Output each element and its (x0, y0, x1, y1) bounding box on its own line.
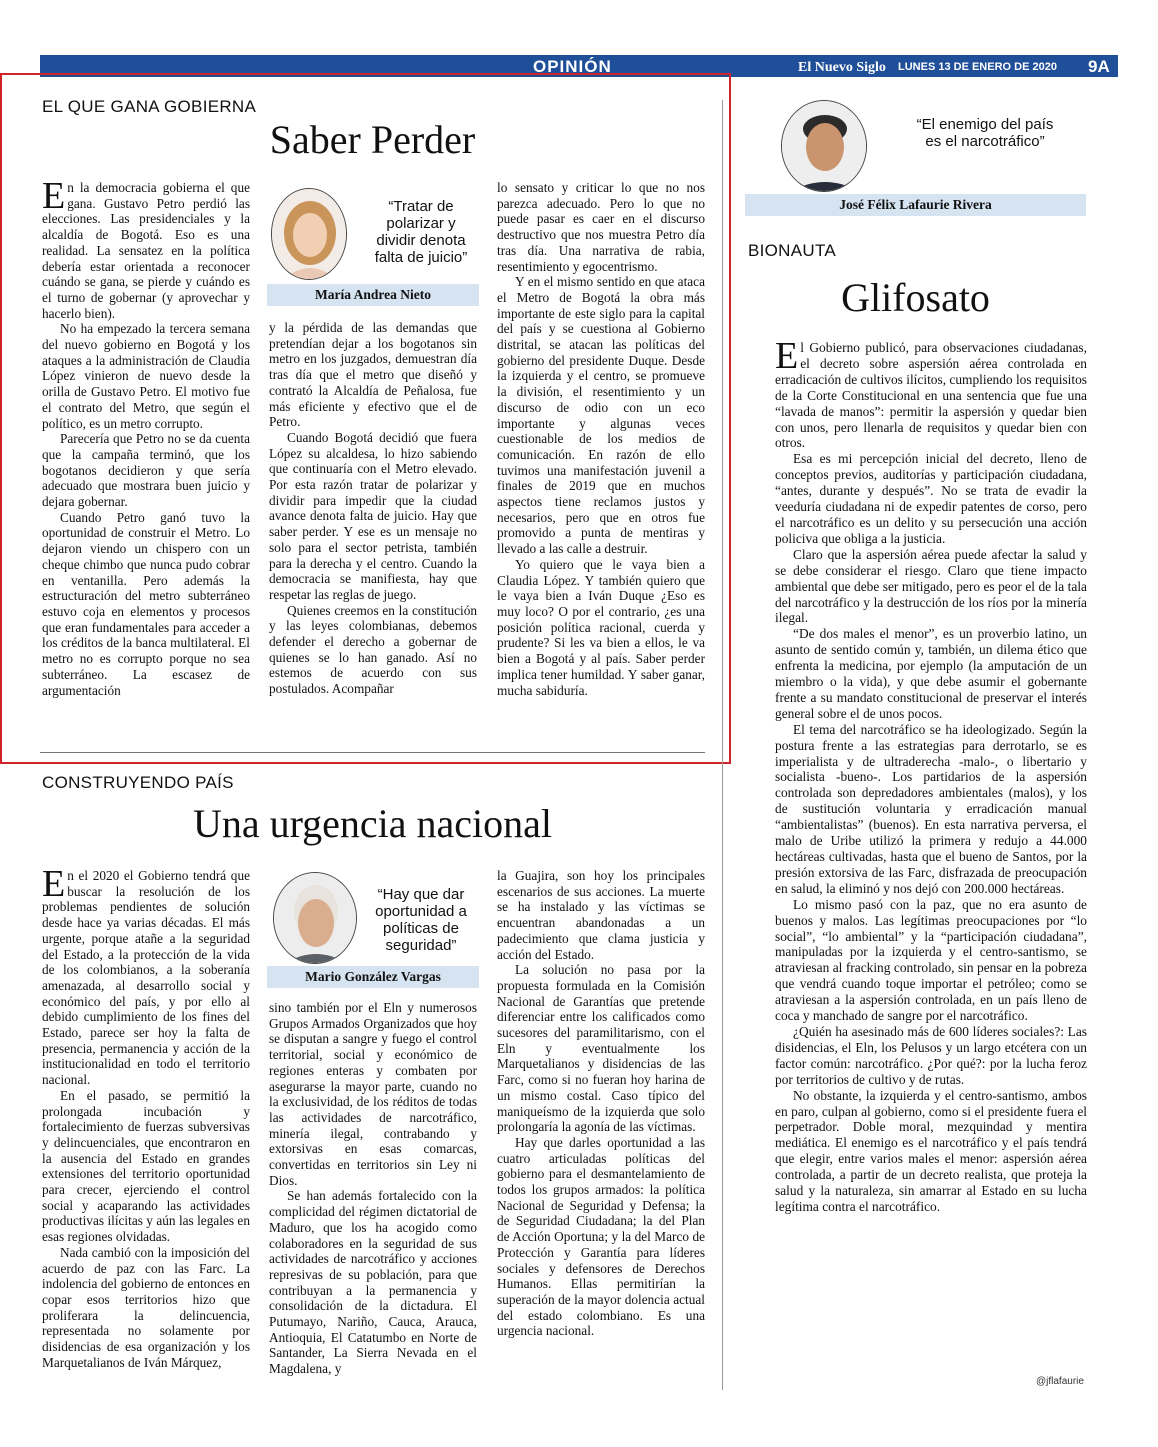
article1-kicker: EL QUE GANA GOBIERNA (42, 97, 257, 116)
article1-paragraph: lo sensato y criticar lo que no nos parezca adecuado. Pero lo que no puede pasar es caer en el discurso destructivo que nos muestra Petro día tras día. Una narrativa de rabia, resentimiento y egocentrismo. (497, 180, 705, 274)
author-portrait (781, 100, 867, 192)
article3-paragraph: Claro que la aspersión aérea puede afectar la salud y se debe considerar el riesgo. Claro que tiene impacto ambiental que debe ser mitigado, pero es peor el de la tala del narcotráfico y la destrucción de los ríos por la minería ilegal. (775, 546, 1087, 626)
article2-author-box (267, 868, 479, 990)
article1-paragraph: No ha empezado la tercera semana del nuevo gobierno en Bogotá y los ataques a la administración de Claudia López vinieron de nuevo desde la orilla de Gustavo Petro. El motivo fue el contrato del Metro, que según el político, es un metro corrupto. (42, 321, 250, 431)
article1-paragraph: Yo quiero que le vaya bien a Claudia López. Y también quiero que le vaya bien a Iván Duque ¿Eso es muy loco? O por el contrario, ¿es una posición política racional, cuerda y prudente? Si les va bien a ellos, le va bien a Bogotá y al país. Saber perder implica tener humildad. Y saber ganar, mucha sabiduría. (497, 556, 705, 698)
article2-quote: “Hay que dar oportunidad a políticas de seguridad” (375, 886, 467, 954)
article3-paragraph: El tema del narcotráfico se ha ideologizado. Según la postura frente a las estrategias para derrotarlo, se es imperialista y de ultraderecha -malo-, o libertario y socialista -bueno-. Los partidarios de la aspersión controlada son depredadores ambientales (malos), y los de sustitución voluntaria y erradicación manual “ambientalistas” (buenos). En esta narrativa perversa, el malo de Uribe utilizó la primera y redujo a 44.000 hectáreas cultivadas, hasta que el bueno de Santos, por la presión extorsiva de las Farc, disfrazada de preocupación en salud, la eliminó y nos dejó con 200.000 hectáreas. (775, 721, 1087, 896)
article2-col2 (269, 1000, 477, 1377)
article1-author-box (267, 180, 479, 308)
dateline: LUNES 13 DE ENERO DE 2020 (898, 61, 1057, 73)
article1-col3 (497, 180, 705, 698)
article3-kicker: BIONAUTA (748, 241, 837, 260)
article2-paragraph: En el pasado, se permitió la prolongada incubación y fortalecimiento de fuerzas subversivas y delincuenciales, que encontraron en la ausencia del Estado en grandes extensiones del territorio oportunidad para crecer, ejerciendo el control social y acaparando las actividades productivas ilícitas y aún las legales en esas regiones olvidadas. (42, 1087, 250, 1245)
section-label: OPINIÓN (533, 57, 612, 76)
article2-paragraph: Hay que darles oportunidad a las cuatro articuladas políticas del gobierno para el desmantelamiento de todos los grupos armados: la política Nacional de Seguridad y Defensa; la de Seguridad Ciudadana; la del Plan de Acción Oportuna; y la del Marco de Protección y Garantía para líderes sociales y defensores de Derechos Humanos. Ellas permitirían la superación de la mayor dolencia actual del estado colombiano. Es una urgencia nacional. (497, 1134, 705, 1339)
article1-col1 (42, 175, 250, 698)
article1-paragraph: Cuando Petro ganó tuvo la oportunidad de construir el Metro. Lo dejaron viendo un chispero con un cheque chimbo que nunca pudo cobrar en ventanilla. Pero además la estructuración del metro subterráneo estuvo coja en elementos y procesos que eran fundamentales para acceder a los créditos de la banca multilateral. El metro no es corrupto porque no sea subterráneo. La escasez de argumentación (42, 509, 250, 698)
author-portrait (273, 872, 357, 964)
article2-paragraph: La solución no pasa por la propuesta formulada en la Comisión Nacional de Garantías que pretende diferenciar entre los calificados como sucesores del paramilitarismo, con el Eln y eventualmente los Marquetalianos y disidencias de las Farc, como si no fueran hoy harina de un mismo costal. Caso típico del maniqueísmo de la izquierda que solo prolongaría la agonía de las víctimas. (497, 962, 705, 1135)
column-divider (722, 100, 723, 1390)
article3-dropcap: E (775, 335, 799, 377)
article-divider (40, 752, 705, 753)
article1-title: Saber Perder (269, 117, 476, 162)
article3-social-handle: @jflafaurie (1036, 1376, 1084, 1387)
page-number: 9A (1088, 57, 1110, 76)
article1-paragraph: y la pérdida de las demandas que pretendían dejar a los bogotanos sin metro en los juzgados, demuestran día tras día que el metro que diseñó y contrató la Alcaldía de Peñalosa, fue más eficiente y efectivo que el de Petro. (269, 320, 477, 430)
author-portrait (271, 188, 347, 280)
article2-kicker: CONSTRUYENDO PAÍS (42, 773, 234, 792)
article3-paragraph: “De dos males el menor”, es un proverbio latino, un asunto de sentido común y, también, un dilema ético que enfrenta la medicina, por ejemplo (la amputación de un miembro o la vida), y que debe asumir el gobernante frente a su mandato constitucional de preservar el interés general sobre el de unos pocos. (775, 626, 1087, 721)
article3-paragraph: ¿Quién ha asesinado más de 600 líderes sociales?: Las disidencias, el Eln, los Pelusos y un largo etcétera con un factor común: narcotráfico. ¿Por qué?: por la lucha feroz por territorios de cultivo y de rutas. (775, 1023, 1087, 1087)
article2-paragraph: sino también por el Eln y numerosos Grupos Armados Organizados que hoy se disputan a sangre y fuego el control territorial, social y económico de regiones enteras y combaten por asegurarse la mayor parte, cuando no la exclusividad, de los réditos de todas las actividades de narcotráfico, minería ilegal, contrabando y extorsivas en esas comarcas, convertidas en territorios sin Ley ni Dios. (269, 1000, 477, 1188)
article1-author-name: María Andrea Nieto (267, 284, 479, 306)
article2-paragraph: Se han además fortalecido con la complicidad del régimen dictatorial de Maduro, que los ha acogido como colaboradores en la seguridad de sus actividades de narcotráfico y acciones represivas de su población, para que contribuyan a la permanencia y consolidación de la dictadura. El Putumayo, Nariño, Cauca, Arauca, Antioquia, El Catatumbo en Norte de Santander, La Sierra Nevada en el Magdalena, y (269, 1188, 477, 1377)
article2-col3 (497, 868, 705, 1339)
article2-dropcap: E (42, 863, 66, 905)
article1-col2 (269, 320, 477, 697)
article1-quote: “Tratar de polarizar y dividir denota falta de juicio” (374, 198, 468, 266)
article3-title: Glifosato (841, 275, 990, 320)
article3-paragraph: l Gobierno publicó, para observaciones ciudadanas, el decreto sobre aspersión aérea controlada en erradicación de cultivos ilícitos, cumpliendo los requisitos de la Corte Constitucional en una sentencia que fue una “lavada de manos”: permitir la aspersión y quedar bien con unos, pero llenarla de requisitos y quedar bien con otros. (775, 340, 1088, 451)
article2-paragraph: n el 2020 el Gobierno tendrá que buscar la resolución de los problemas pendientes de solución desde hace ya varias décadas. El más urgente, porque atañe a la seguridad del Estado, a la protección de la vida de los colombianos, a la soberanía amenazada, al desarrollo social y económico del país, y por ello al debido cumplimiento de los fines del Estado, parece ser hoy la falta de presencia, permanencia y acción de la institucionalidad en todo el territorio nacional. (42, 868, 250, 1088)
article2-col1 (42, 863, 250, 1371)
article3-paragraph: Lo mismo pasó con la paz, que no era asunto de buenos y malos. Las legítimas preocupaciones por “lo social”, “lo ambiental” y la “participación ciudadana”, manipuladas por la izquierda y el centro-santismo, se atraviesan al fracking controlado, sin pensar en la pobreza que vendrá cuando toque importar el petróleo; como se atraviesan a la aspersión controlada, en un país lleno de coca y manchado de sangre por el narcotráfico. (775, 896, 1087, 1024)
article3-paragraph: No obstante, la izquierda y el centro-santismo, ambos en paro, culpan al gobierno, como si el presidente fuera el perpetrador. Doble moral, mezquindad y mentira mediática. El enemigo es el narcotráfico y el país tendrá que elegir, entre varios males el menor: aspersión aérea controlada, a partir de un decreto realista, que proteja la salud y la naturaleza, sin amarrar al Estado en su lucha legítima contra el narcotráfico. (775, 1087, 1087, 1214)
article3-author-name: José Félix Lafaurie Rivera (745, 194, 1086, 216)
article2-title: Una urgencia nacional (192, 801, 553, 846)
article3-quote: “El enemigo del país es el narcotráfico” (916, 116, 1054, 150)
article1-paragraph: Y en el mismo sentido en que ataca el Metro de Bogotá la obra más importante de este siglo para la capital del país y se cuestiona al Gobierno distrital, se atacan las políticas del gobierno del presidente Duque. Desde la izquierda y el centro, se promueve la división, el resentimiento y un discurso de odio con un eco importante y algunas veces cuestionable de los medios de comunicación. En razón de ello tuvimos una manifestación juvenil a finales de 2019 que en muchos aspectos tiene reclamos justos y necesarios, pero que en otros fue promovido a punta de mentiras y llevado a las calle a destruir. (497, 274, 705, 557)
article3-author-box (745, 98, 1086, 218)
article3-body (775, 335, 1088, 1215)
article2-paragraph: Nada cambió con la imposición del acuerdo de paz con las Farc. La indolencia del gobierno de entonces en copar esos territorios hizo que proliferara la delincuencia, representada no solamente por disidencias de esa organización y los Marquetalianos de Iván Márquez, (42, 1244, 250, 1370)
article1-dropcap: E (42, 175, 66, 217)
article1-paragraph: Quienes creemos en la constitución y las leyes colombianas, debemos defender el derecho a gobernar de quienes se lo han ganado. Así no estemos de acuerdo con sus postulados. Acompañar (269, 602, 477, 697)
article1-paragraph: Cuando Bogotá decidió que fuera López su alcaldesa, lo hizo sabiendo que continuaría con el Metro elevado. Por esta razón tratar de polarizar y dividir para impedir que la ciudad avance denota falta de juicio. Hay que saber perder. Y ese es un mensaje no solo para el sector petrista, también para la derecha y el centro. Cuando la democracia se manifiesta, hay que respetar las reglas de juego. (269, 429, 477, 602)
article1-paragraph: Parecería que Petro no se da cuenta que la campaña terminó, que los bogotanos decidieron y que sería adecuado que mostrara buen juicio y dejara gobernar. (42, 431, 250, 510)
masthead: El Nuevo Siglo (798, 60, 886, 75)
article3-paragraph: Esa es mi percepción inicial del decreto, lleno de conceptos previos, auditorías y participación ciudadana, “antes, durante y después”. No se trata de evadir la veeduría ciudadana ni de expedir patentes de corso, pero el narcotráfico es un delito y su persecución una acción policiva que obliga a la justicia. (775, 451, 1087, 546)
article2-author-name: Mario González Vargas (267, 966, 479, 988)
article2-paragraph: la Guajira, son hoy los principales escenarios de sus acciones. La muerte se ha instalado y las víctimas se encuentran abandonadas a un padecimiento que clama justicia y acción del Estado. (497, 868, 705, 962)
article1-paragraph: n la democracia gobierna el que gana. Gustavo Petro perdió las elecciones. Las presidenciales y la alcaldía de Bogotá. Eso es una realidad. La sensatez en la política debería estar orientada a reconocer cuándo se gana, se pierde y cuándo es el turno de gobernar (y aprovechar y hacerlo bien). (42, 180, 250, 321)
